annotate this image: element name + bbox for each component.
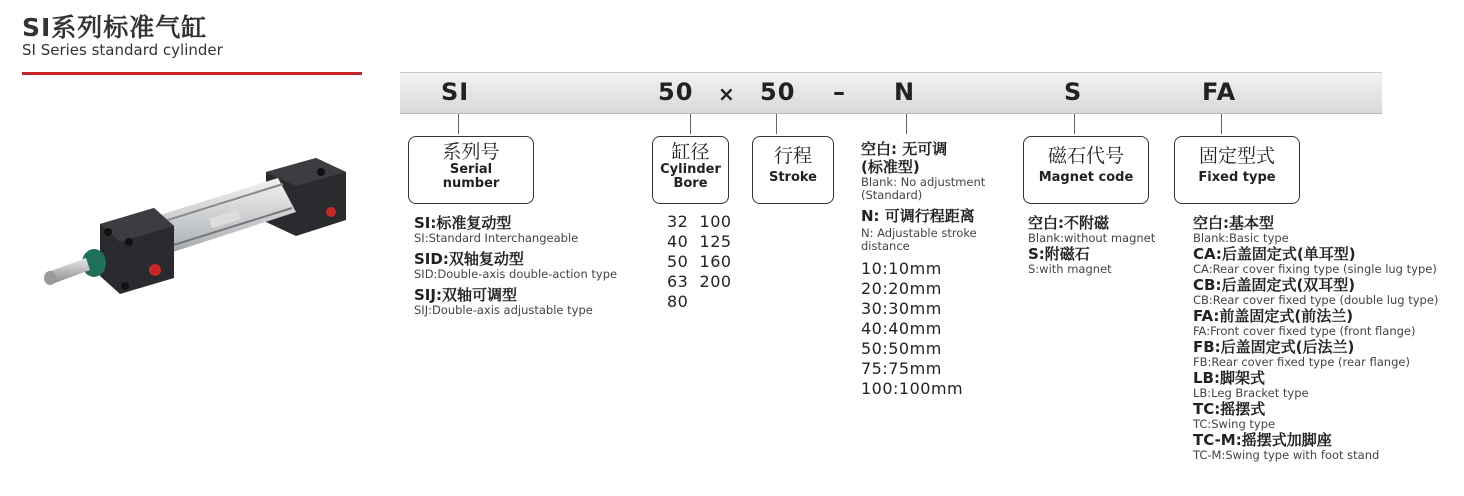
code-magnet: S xyxy=(1064,78,1083,106)
adjust-n-main: N: 可调行程距离 xyxy=(861,207,975,225)
serial-item-si-desc: SI:Standard Interchangeable xyxy=(414,231,579,245)
mount-item: CA:后盖固定式(单耳型) xyxy=(1193,245,1356,263)
magnet-item-blank: 空白:不附磁 xyxy=(1028,214,1109,232)
bore-row: 40 125 xyxy=(667,232,732,251)
cylinder-illustration xyxy=(28,150,368,320)
stroke-row: 50:50mm xyxy=(861,339,942,358)
code-mount: FA xyxy=(1202,78,1237,106)
mount-item-desc: CA:Rear cover fixing type (single lug type) xyxy=(1193,262,1437,276)
serial-list xyxy=(414,214,617,317)
stroke-row: 100:100mm xyxy=(861,379,964,398)
mount-item: TC-M:摇摆式加脚座 xyxy=(1193,431,1332,449)
tick-mount xyxy=(1221,114,1222,134)
stroke-row: 10:10mm xyxy=(861,259,942,278)
stroke-box xyxy=(752,136,834,204)
tick-adjust xyxy=(906,114,907,134)
mount-item-desc: FB:Rear cover fixed type (rear flange) xyxy=(1193,355,1410,369)
code-adjust: N xyxy=(894,78,916,106)
serial-item-si: SI:标准复动型 xyxy=(414,214,512,232)
bore-box-cn: 缸径 xyxy=(671,141,710,163)
bore-size-list xyxy=(667,212,732,312)
mount-item: FB:后盖固定式(后法兰) xyxy=(1193,338,1355,356)
adjust-blank-main2: (标准型) xyxy=(861,158,920,176)
magnet-item-s-desc: S:with magnet xyxy=(1028,262,1112,276)
adjust-blank-main1: 空白: 无可调 xyxy=(861,140,948,158)
fixed-type-box xyxy=(1174,136,1300,204)
tick-magnet xyxy=(1074,114,1075,134)
mount-item-desc: CB:Rear cover fixed type (double lug type) xyxy=(1193,293,1439,307)
bore-box-en2: Bore xyxy=(673,176,708,191)
stroke-box-cn: 行程 xyxy=(773,145,812,167)
serial-item-sij-desc: SIJ:Double-axis adjustable type xyxy=(414,303,593,317)
cylinder-bore-box xyxy=(652,136,729,204)
serial-number-box xyxy=(408,136,534,204)
magnet-item-blank-desc: Blank:without magnet xyxy=(1028,231,1156,245)
tick-stroke xyxy=(776,114,777,134)
mount-item: 空白:基本型 xyxy=(1193,214,1274,232)
mount-item-desc: LB:Leg Bracket type xyxy=(1193,386,1309,400)
serial-box-en1: Serial xyxy=(449,162,493,177)
mount-item-desc: TC-M:Swing type with foot stand xyxy=(1193,448,1380,462)
stroke-row: 75:75mm xyxy=(861,359,942,378)
tick-bore xyxy=(690,114,691,134)
mount-box-en: Fixed type xyxy=(1198,170,1276,185)
serial-item-sij: SIJ:双轴可调型 xyxy=(414,286,517,304)
adjust-n-sub1: N: Adjustable stroke xyxy=(861,226,977,240)
bore-row: 63 200 xyxy=(667,272,732,291)
fixed-type-list xyxy=(1193,214,1438,462)
serial-box-cn: 系列号 xyxy=(442,141,500,163)
mount-item-desc: TC:Swing type xyxy=(1193,417,1276,431)
code-series: SI xyxy=(441,78,470,106)
bore-row: 80 xyxy=(667,292,689,311)
mount-item: CB:后盖固定式(双耳型) xyxy=(1193,276,1356,294)
code-dash: – xyxy=(833,78,846,106)
page-title-en: SI Series standard cylinder xyxy=(22,41,223,59)
serial-item-sid: SID:双轴复动型 xyxy=(414,250,524,268)
mount-item-desc: Blank:Basic type xyxy=(1193,231,1289,245)
magnet-code-box xyxy=(1023,136,1149,204)
page-title-cn: SI系列标准气缸 xyxy=(22,13,208,42)
serial-box-en2: number xyxy=(442,176,500,191)
stroke-row: 40:40mm xyxy=(861,319,942,338)
mount-box-cn: 固定型式 xyxy=(1198,145,1275,167)
adjust-blank-sub1: Blank: No adjustment xyxy=(861,175,986,189)
stroke-box-en: Stroke xyxy=(768,170,818,185)
mount-item: FA:前盖固定式(前法兰) xyxy=(1193,307,1354,325)
mount-item-desc: FA:Front cover fixed type (front flange) xyxy=(1193,324,1416,338)
bore-row: 32 100 xyxy=(667,212,732,231)
code-stroke: 50 xyxy=(760,78,796,106)
adjust-stroke-list xyxy=(861,140,985,399)
mount-item: LB:脚架式 xyxy=(1193,369,1265,387)
code-bore: 50 xyxy=(658,78,694,106)
serial-item-sid-desc: SID:Double-axis double-action type xyxy=(414,267,618,281)
magnet-list xyxy=(1028,214,1155,276)
bore-row: 50 160 xyxy=(667,252,732,271)
magnet-box-cn: 磁石代号 xyxy=(1047,145,1124,167)
bore-box-en1: Cylinder xyxy=(660,162,721,177)
adjust-blank-sub2: (Standard) xyxy=(861,188,923,202)
tick-series xyxy=(458,114,459,134)
stroke-row: 20:20mm xyxy=(861,279,942,298)
adjust-n-sub2: distance xyxy=(861,239,910,253)
magnet-item-s: S:附磁石 xyxy=(1028,245,1090,263)
stroke-row: 30:30mm xyxy=(861,299,942,318)
mount-item: TC:摇摆式 xyxy=(1193,400,1266,418)
title-underline xyxy=(22,72,362,75)
magnet-box-en: Magnet code xyxy=(1038,170,1134,185)
code-times: × xyxy=(718,82,736,106)
